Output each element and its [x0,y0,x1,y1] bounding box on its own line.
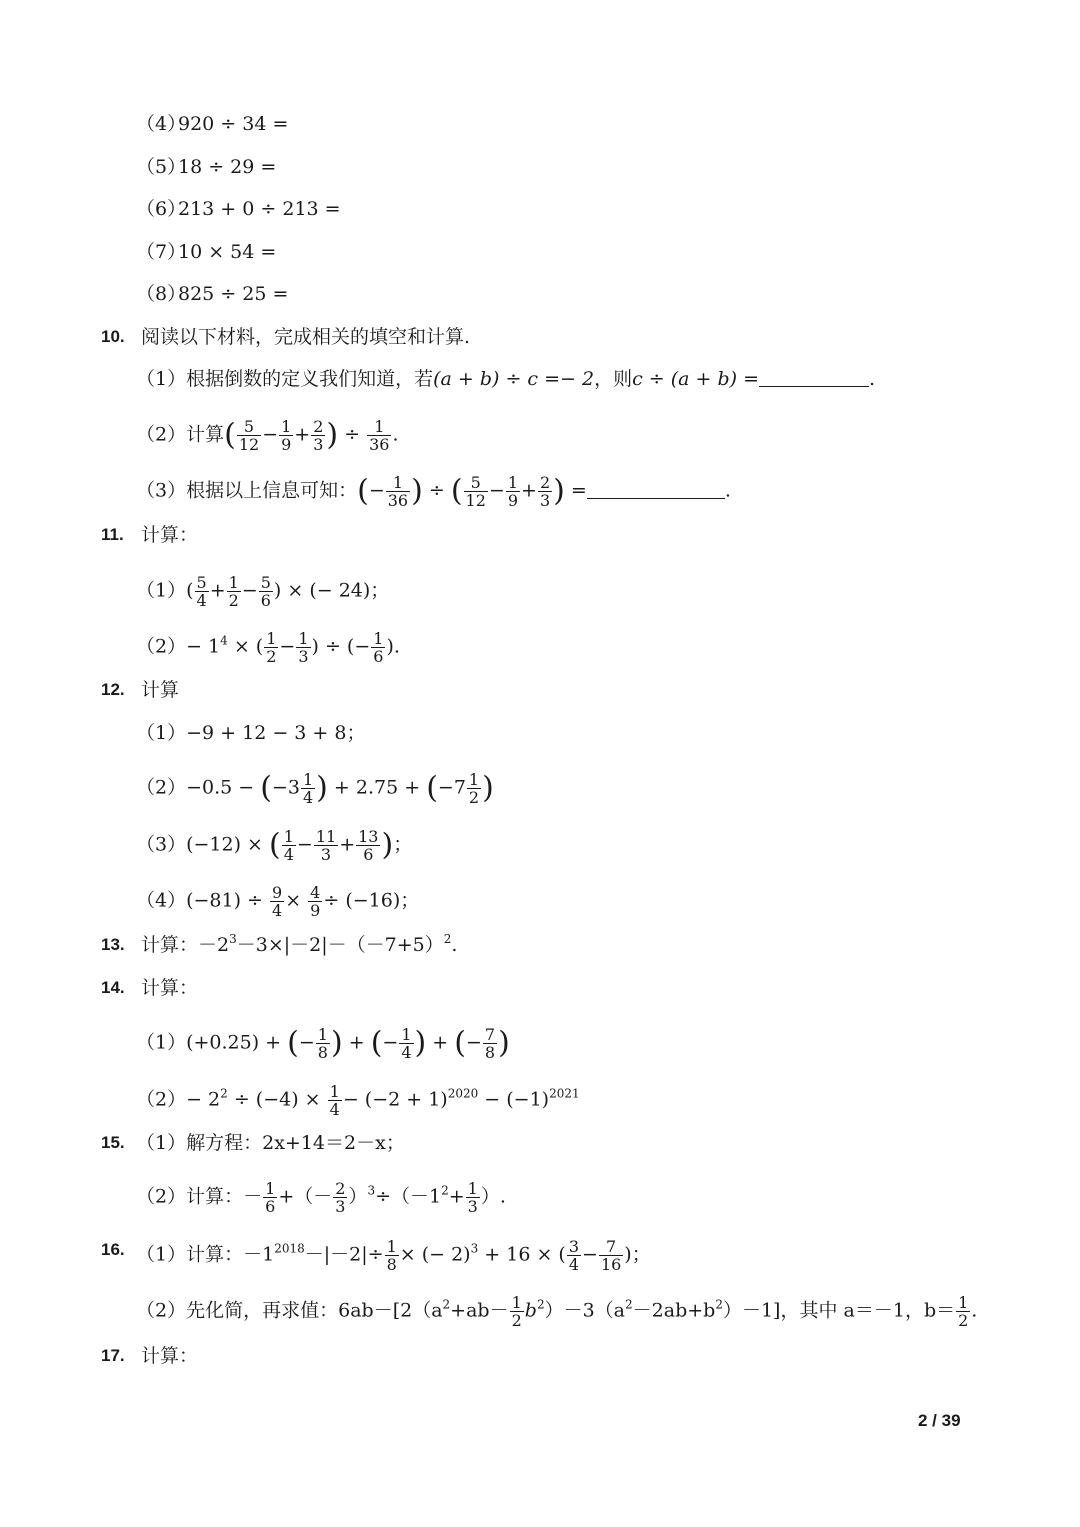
fraction: $\frac{1}{2}$ [228,573,239,610]
fraction: $\frac{1}{2}$ [958,1293,969,1330]
period: . [724,479,731,502]
question-number: 11. [101,525,124,544]
item-expr: 18 ÷ 29 = [178,156,277,178]
part-content: （3）根据以上信息可知：(− $\frac{1}{36}$ ) ÷ ( $\frac{5}{12}$ − $\frac{1}{9}$ + $\frac{2}{3}$ ) = . [136,473,731,510]
part-text: 根据以上信息可知： [186,479,358,502]
question-number: 15. [101,1133,125,1152]
part-text: ，其中 a＝－1，b＝ [780,1299,956,1322]
paren: ( [269,827,281,863]
part-label-text: （1） [136,1243,187,1266]
paren: ( [357,473,369,509]
part-text: 根据倒数的定义我们知道，若 [186,368,434,390]
part-label-text: （3） [136,479,187,502]
question-number: 17. [101,1346,125,1365]
part-text: ，则 [594,368,633,390]
question-number: 12. [101,680,125,699]
part-label-text: （1） [136,579,187,602]
fraction: $\frac{13}{6}$ [358,827,379,864]
fraction: $\frac{2}{3}$ [313,417,324,454]
fraction: $\frac{1}{9}$ [507,473,519,510]
fraction: $\frac{1}{4}$ [302,770,314,807]
part-label-text: （2） [136,1088,187,1111]
part-label [136,367,875,391]
exponent: 2 [443,932,452,946]
fraction: $\frac{1}{3}$ [467,1179,478,1216]
fraction: $\frac{5}{12}$ [238,417,260,454]
fraction: $\frac{1}{4}$ [283,827,294,864]
paren: ( [287,1025,299,1061]
paren: ( [450,473,463,509]
paren: ) [498,1025,510,1061]
math-expression: －2 [198,934,230,956]
math-expression: (a + b) ÷ c =− 2 [433,368,595,390]
paren: ) [316,770,328,806]
fraction: $\frac{1}{2}$ [266,629,277,666]
item-label: （4） [136,113,187,135]
item-label: （5） [136,156,187,178]
fraction: $\frac{7}{8}$ [484,1025,496,1062]
answer-blank [759,368,869,387]
part-content: （2）先化简，再求值：$6ab-[2(a^2+ab-$ $\frac{1}{2}$ $b^2)-3(a^2-2ab+b^2)-1$]，其中 a＝－1，b＝ $\frac{1}{2}$ . [136,1293,978,1330]
fraction: $\frac{1}{2}$ [468,770,480,807]
fraction: $\frac{2}{3}$ [539,473,551,510]
part-label-text: （4） [136,889,187,912]
question-content [141,933,457,957]
fraction: $\frac{7}{16}$ [600,1237,622,1274]
paren: ) [414,1025,427,1061]
part-label-text: （2） [136,776,187,799]
math-expression: －3×|－2|－（－7+5） [236,934,444,956]
paren: ( [426,770,438,806]
period: . [451,934,458,956]
item-expr: 825 ÷ 25 = [178,283,289,305]
part-content: （1）( $\frac{5}{4}$ + $\frac{1}{2}$ − $\frac{5}{6}$ ) × (− 24)； [136,573,390,610]
fraction: $\frac{3}{4}$ [568,1237,580,1274]
part-label-text: （2） [136,1185,187,1208]
fraction: $\frac{5}{12}$ [465,473,486,510]
paren: ) [381,827,394,863]
part-content: $(2)- 1^4$ × ( $\frac{1}{2}$ − $\frac{1}{3}$ ) ÷ (− $\frac{1}{6}$ ). [136,629,400,666]
paren: ) [411,473,423,509]
question-text: 阅读以下材料，完成相关的填空和计算. [141,326,471,348]
part-label-text: （1） [136,1031,187,1054]
fraction: $\frac{1}{2}$ [511,1293,522,1330]
exponent: 3 [229,932,237,946]
part-content: （2）−0.5 − (−3 $\frac{1}{4}$ ) + 2.75 + (−7 $\frac{1}{2}$ ) [136,770,494,807]
fraction: $\frac{4}{9}$ [310,883,321,920]
part-content: （4）(−81) ÷ $\frac{9}{4}$ × $\frac{4}{9}$ ÷ (−16)； [136,883,420,920]
paren: ( [454,1025,466,1061]
item-label: （7） [136,241,187,263]
question-text: 计算 [141,679,180,701]
fraction: $\frac{1}{8}$ [317,1025,328,1062]
part-text: 计算： [186,1243,244,1266]
fraction: $\frac{9}{4}$ [272,883,283,920]
part-label-text: （2） [136,423,187,446]
paren: ( [370,1025,383,1061]
part-text: 计算： [186,1185,244,1208]
fraction: $\frac{11}{3}$ [315,827,337,864]
part-content: $(2)- 2^2 \div (-4)$ × $\frac{1}{4}$ − $(-2 + 1)^{2020} - (-1)^{2021}$ [136,1082,580,1119]
paren: ) [326,417,339,453]
page-number: 2 / 39 [918,1411,961,1430]
fraction: $\frac{1}{6}$ [265,1179,276,1216]
question-number: 16. [101,1240,125,1259]
part-content [136,721,365,745]
item-label: （6） [136,198,187,220]
item-expr: 920 ÷ 34 = [178,113,289,135]
question-text: 计算： [141,977,199,999]
fraction: $\frac{2}{3}$ [335,1179,346,1216]
math-expression: 2x+14＝2－x； [262,1132,405,1154]
question-text: 计算： [141,524,199,546]
part-content: （2）计算( $\frac{5}{12}$ − $\frac{1}{9}$ + $\frac{2}{3}$ ) ÷ $\frac{1}{36}$ . [136,417,399,454]
math-expression: −9 + 12 − 3 + 8； [186,722,366,744]
paren: ) [330,1025,343,1061]
part-content: （1）(+0.25) + (− $\frac{1}{8}$ ) + (− $\frac{1}{4}$ ) + (− $\frac{7}{8}$ ) [136,1025,510,1062]
part-label-text: （1） [136,722,187,744]
question-number: 13. [101,935,125,954]
fraction: $\frac{1}{6}$ [373,629,384,666]
part-text: 解方程： [186,1132,263,1154]
fraction: $\frac{1}{9}$ [281,417,292,454]
period: . [869,368,876,390]
question-content: （1）计算：$-1^{2018}-|-2|\div$ $\frac{1}{8}$ × (− 2)$^3$ + 16 × ( $\frac{3}{4}$ − $\frac{7}{16}$ )； [136,1237,651,1274]
fraction: $\frac{1}{36}$ [369,417,390,454]
fraction: $\frac{5}{6}$ [260,573,271,610]
paren: ) [482,770,494,806]
part-label-text: （1） [136,368,187,390]
question-text: 计算： [141,934,199,956]
question-number: 14. [101,978,125,997]
paren: ) [553,473,565,509]
part-content: （2）计算：－ $\frac{1}{6}$ +（－ $\frac{2}{3}$ ）$^3\div(-1^2+$ $\frac{1}{3}$ ）. [136,1179,506,1216]
part-label-text: （1） [136,1132,187,1154]
fraction: $\frac{5}{4}$ [196,573,207,610]
math-expression: c ÷ (a + b) = [632,368,760,390]
question-text: 计算： [141,1345,199,1367]
question-number: 10. [101,327,125,346]
fraction: $\frac{1}{4}$ [401,1025,412,1062]
part-text: 计算 [186,423,225,446]
fraction: $\frac{1}{3}$ [298,629,309,666]
paren: ( [224,417,236,453]
part-label-text: （2） [136,1299,187,1322]
fraction: $\frac{1}{4}$ [329,1082,340,1119]
part-label-text: （2） [136,635,187,658]
fraction: $\frac{1}{36}$ [387,473,409,510]
item-label: （8） [136,283,187,305]
part-label-text: （3） [136,833,187,856]
part-text: 先化简，再求值： [186,1299,339,1322]
fraction: $\frac{1}{8}$ [386,1237,397,1274]
part-content: （3）(−12) × ( $\frac{1}{4}$ − $\frac{11}{3}$ + $\frac{13}{6}$ )； [136,827,413,864]
answer-blank [587,480,725,499]
question-content [136,1131,405,1155]
item-expr: 10 × 54 = [178,241,277,263]
item-expr: 213 + 0 ÷ 213 = [178,198,341,220]
paren: ( [260,770,272,806]
